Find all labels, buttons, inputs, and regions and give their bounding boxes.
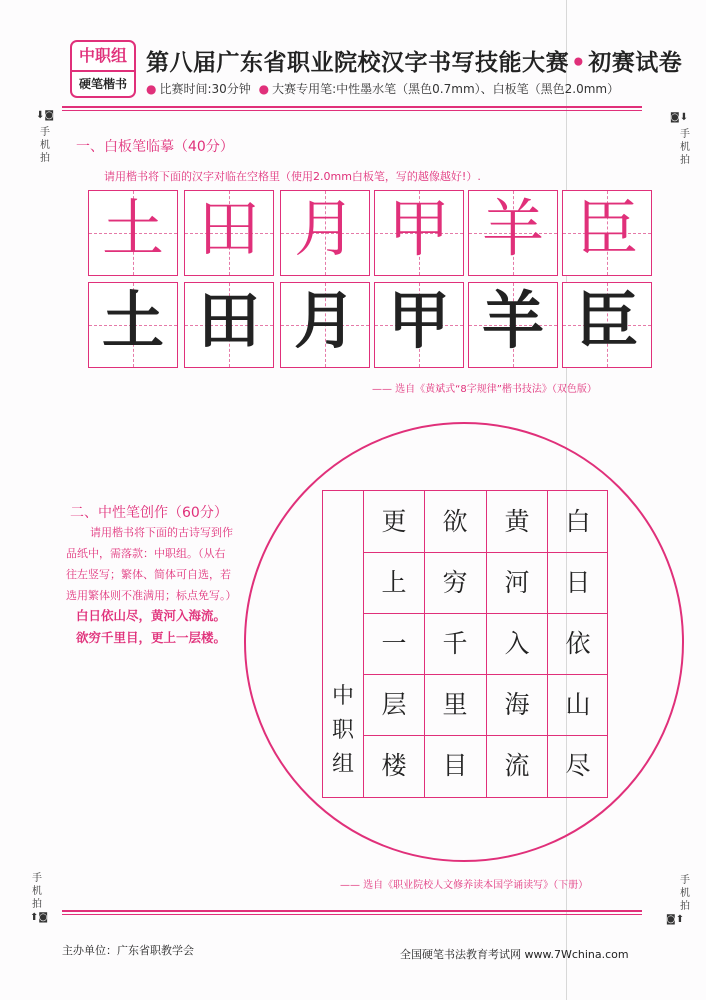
poem-character: 依: [565, 629, 591, 658]
website: 全国硬笔书法教育考试网 www.7Wchina.com: [400, 948, 629, 961]
header-divider: [62, 106, 642, 108]
poem-character: 流: [504, 751, 530, 780]
poem-character: 里: [442, 690, 468, 719]
footer-divider: [62, 910, 642, 912]
signature-character: 组: [331, 752, 354, 777]
exam-time: 比赛时间:30分钟: [159, 82, 251, 96]
copy-cell: [280, 282, 370, 368]
title-main: 第八届广东省职业院校汉字书写技能大赛: [146, 50, 569, 76]
template-cell: [88, 190, 178, 276]
poem-character: 更: [381, 507, 407, 536]
side-label-top-left: 手机拍: [40, 127, 50, 164]
instruction-line-2: 品纸中，需落款：中职组。（从右: [66, 547, 226, 560]
practice-character: 臣: [575, 192, 638, 265]
poem-grid: [322, 490, 608, 798]
instruction-line-3: 往左竖写；繁体、简体可自选，若: [66, 568, 231, 581]
practice-character: 月: [293, 192, 356, 265]
copy-cell: [88, 282, 178, 368]
poem-character: 千: [442, 629, 468, 658]
footer-divider-thin: [62, 914, 642, 915]
poem-character: 入: [504, 629, 530, 658]
poem-character: 海: [504, 690, 530, 719]
poem-character: 白: [565, 507, 591, 536]
template-cell: [468, 190, 558, 276]
section1-instruction: 请用楷书将下面的汉字对临在空格里（使用2.0mm白板笔，写的越像越好!）.: [104, 170, 481, 183]
practice-character: 月: [293, 284, 356, 357]
badge-group: 中职组: [72, 42, 134, 72]
side-label-bottom-right: 手机拍: [680, 875, 690, 912]
practice-character: 甲: [387, 192, 450, 265]
practice-character: 羊: [481, 192, 544, 265]
category-badge: [70, 40, 136, 98]
section1-heading: 一、白板笔临摹（40分）: [76, 139, 234, 155]
section2-source: —— 选自《职业院校人文修养读本国学诵读写》（下册）: [340, 880, 589, 891]
page-title: [146, 44, 682, 77]
poem-line-2: 欲穷千里目，更上一层楼。: [76, 630, 227, 645]
badge-style: 硬笔楷书: [78, 77, 127, 91]
poem-line-1: 白日依山尽，黄河入海流。: [76, 608, 227, 623]
poem-character: 日: [565, 568, 591, 597]
copy-cell: [184, 282, 274, 368]
bullet-icon: ●: [258, 82, 270, 96]
poem-character: 目: [442, 751, 468, 780]
copy-cell: [562, 282, 652, 368]
poem-character: 尽: [565, 751, 591, 780]
poem-character: 河: [504, 568, 530, 597]
template-cell: [184, 190, 274, 276]
organizer: 主办单位：广东省职教学会: [62, 944, 194, 957]
exam-info: [146, 80, 619, 97]
practice-character: 田: [197, 284, 260, 357]
poem-character: 上: [381, 568, 407, 597]
header-divider-thin: [62, 110, 642, 111]
camera-arrow-icon: ◙⬇: [670, 112, 689, 123]
arrow-camera-icon: ⬆◙: [30, 912, 49, 923]
section2-heading: 二、中性笔创作（60分）: [70, 505, 228, 521]
practice-character: 土: [101, 284, 164, 357]
practice-character: 甲: [387, 284, 450, 357]
poem-character: 欲: [442, 507, 468, 536]
instruction-line-4: 选用繁体则不准满用；标点免写。）: [66, 589, 237, 602]
camera-arrow-icon: ◙⬆: [666, 914, 685, 925]
practice-character: 田: [197, 192, 260, 265]
poem-character: 楼: [381, 751, 407, 780]
title-end: 初赛试卷: [588, 50, 683, 76]
template-cell: [280, 190, 370, 276]
practice-character: 羊: [481, 284, 544, 357]
instruction-line-1: 请用楷书将下面的古诗写到作: [90, 526, 233, 539]
practice-character: 土: [101, 192, 164, 265]
poem-character: 层: [381, 690, 407, 719]
signature-character: 职: [331, 718, 354, 743]
poem-character: 穷: [442, 568, 468, 597]
title-dot: •: [571, 50, 587, 76]
copy-cell: [374, 282, 464, 368]
poem-character: 一: [381, 629, 407, 658]
arrow-camera-icon: ⬇◙: [36, 110, 55, 121]
copy-cell: [468, 282, 558, 368]
poem-character: 山: [565, 690, 591, 719]
poem-character: 黄: [504, 507, 530, 536]
side-label-top-right: 手机拍: [680, 129, 690, 166]
section1-source: —— 选自《黄斌式“8字规律”楷书技法》（双色版）: [372, 384, 597, 395]
side-label-bottom-left: 手机拍: [32, 873, 42, 910]
practice-character: 臣: [575, 284, 638, 357]
exam-pen: 大赛专用笔:中性墨水笔（黑色0.7mm）、白板笔（黑色2.0mm）: [272, 82, 620, 96]
bullet-icon: ●: [146, 82, 157, 96]
template-cell: [562, 190, 652, 276]
template-cell: [374, 190, 464, 276]
signature-character: 中: [331, 684, 354, 709]
